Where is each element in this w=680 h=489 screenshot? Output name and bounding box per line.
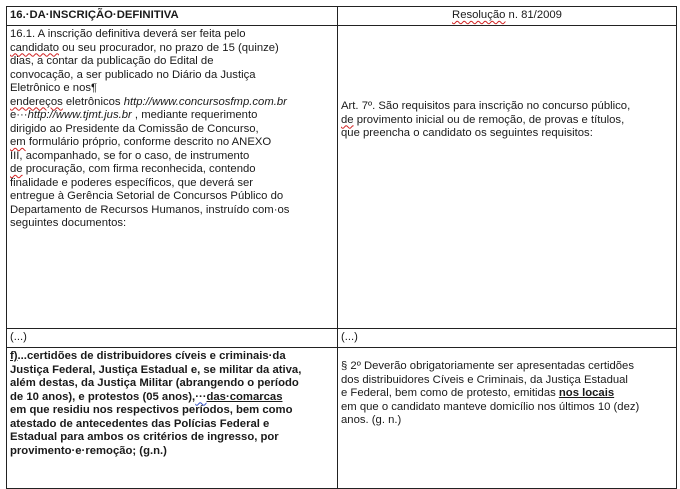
text-line: provimento·e·remoção; (g.n.) — [10, 444, 167, 457]
text-fragment: eletrônicos — [62, 95, 124, 108]
article-row — [7, 26, 677, 329]
right-ellipsis: (...) — [338, 329, 677, 348]
item-f-row — [7, 348, 677, 489]
url-link[interactable]: http://www.concursosfmp.com.br — [123, 95, 287, 108]
text-line: Departamento de Recursos Humanos, instruído com·os — [10, 203, 290, 216]
right-cell-paragraph-2 — [338, 348, 677, 489]
text-line: que preencha o candidato os seguintes requisitos: — [341, 127, 593, 139]
text-line: dirigido ao Presidente da Comissão de Concurso, — [10, 122, 259, 135]
right-cell-art-7 — [338, 26, 677, 329]
header-right-suffix: n. 81/2009 — [505, 9, 562, 21]
text-fragment: procuração, com firma reconhecida, contendo — [22, 163, 256, 175]
text-line: Justiça Federal, Justiça Estadual e, se militar da ativa, — [10, 363, 302, 376]
left-ellipsis: (...) — [7, 329, 338, 348]
left-cell-16-1 — [7, 26, 338, 329]
text-line: anos. (g. n.) — [341, 414, 402, 426]
text-line: convocação, a ser publicado no Diário da Justiça — [10, 68, 256, 81]
text-line: 16.1. A inscrição definitiva deverá ser feita pelo — [10, 28, 246, 40]
text-fragment: formulário próprio, conforme descrito no ANEXO — [25, 136, 272, 148]
header-right — [338, 7, 677, 26]
text-line: em que residiu nos respectivos períodos, bem como — [10, 404, 293, 416]
text-fragment: endereços — [10, 95, 63, 108]
text-line: em que o candidato manteve domicílio nos últimos 10 (dez) — [341, 400, 640, 413]
text-line — [341, 387, 673, 401]
emphasis-nos-locais: nos locais — [558, 387, 615, 399]
item-marker: f) — [10, 350, 18, 362]
text-line: além destas, da Justiça Militar (abrangendo o período — [10, 377, 299, 389]
text-line: finalidade e poderes específicos, que deverá ser — [10, 176, 254, 189]
text-line — [10, 350, 334, 364]
text-line — [341, 114, 673, 128]
text-fragment: em — [10, 136, 26, 148]
text-fragment: candidato — [10, 41, 59, 54]
url-link[interactable]: http://www.tjmt.jus.br — [27, 109, 132, 121]
emphasis-comarcas: das·comarcas — [206, 390, 283, 403]
left-cell-item-f — [7, 348, 338, 489]
text-fragment: ··· — [195, 390, 207, 403]
text-fragment: , mediante requerimento — [131, 109, 258, 121]
text-fragment: de — [10, 163, 23, 175]
ellipsis-row — [7, 329, 677, 348]
text-line — [10, 42, 334, 56]
text-line — [10, 163, 334, 177]
header-right-prefix: Resolução — [452, 9, 506, 21]
text-line: Estadual para ambos os critérios de ingresso, por — [10, 431, 279, 443]
text-line — [10, 96, 334, 110]
text-line: dos distribuidores Cíveis e Criminais, da Justiça Estadual — [341, 373, 628, 386]
text-fragment: ou seu procurador, no prazo de 15 (quinze) — [59, 41, 279, 54]
header-row — [7, 7, 677, 26]
text-line — [10, 109, 334, 123]
text-line: Eletrônico e nos¶ — [10, 82, 98, 94]
text-fragment: de — [341, 113, 354, 126]
header-left: 16.·DA·INSCRIÇÃO·DEFINITIVA — [7, 7, 338, 26]
text-fragment: e Federal, bem como de protesto, emitidas — [341, 387, 559, 399]
text-line — [10, 136, 334, 150]
comparison-table — [6, 6, 677, 489]
text-fragment: de 10 anos), e protestos (05 anos), — [10, 390, 196, 403]
text-line: III, acompanhado, se for o caso, de instrumento — [10, 149, 250, 162]
text-line: § 2º Deverão obrigatoriamente ser apresentadas certidões — [341, 360, 634, 372]
text-line: entregue à Gerência Setorial de Concursos Público do — [10, 190, 284, 202]
text-line: Art. 7º. São requisitos para inscrição no concurso público, — [341, 100, 631, 112]
text-fragment: provimento inicial ou de remoção, de provas e títulos, — [353, 113, 625, 126]
text-fragment: e··· — [10, 109, 28, 121]
text-line: atestado de antecedentes das Polícias Federal e — [10, 417, 270, 430]
text-line: seguintes documentos: — [10, 217, 127, 229]
text-line — [10, 391, 334, 405]
text-fragment: ...certidões de distribuidores cíveis e criminais·da — [17, 350, 286, 362]
text-line: dias, a contar da publicação do Edital de — [10, 55, 214, 67]
